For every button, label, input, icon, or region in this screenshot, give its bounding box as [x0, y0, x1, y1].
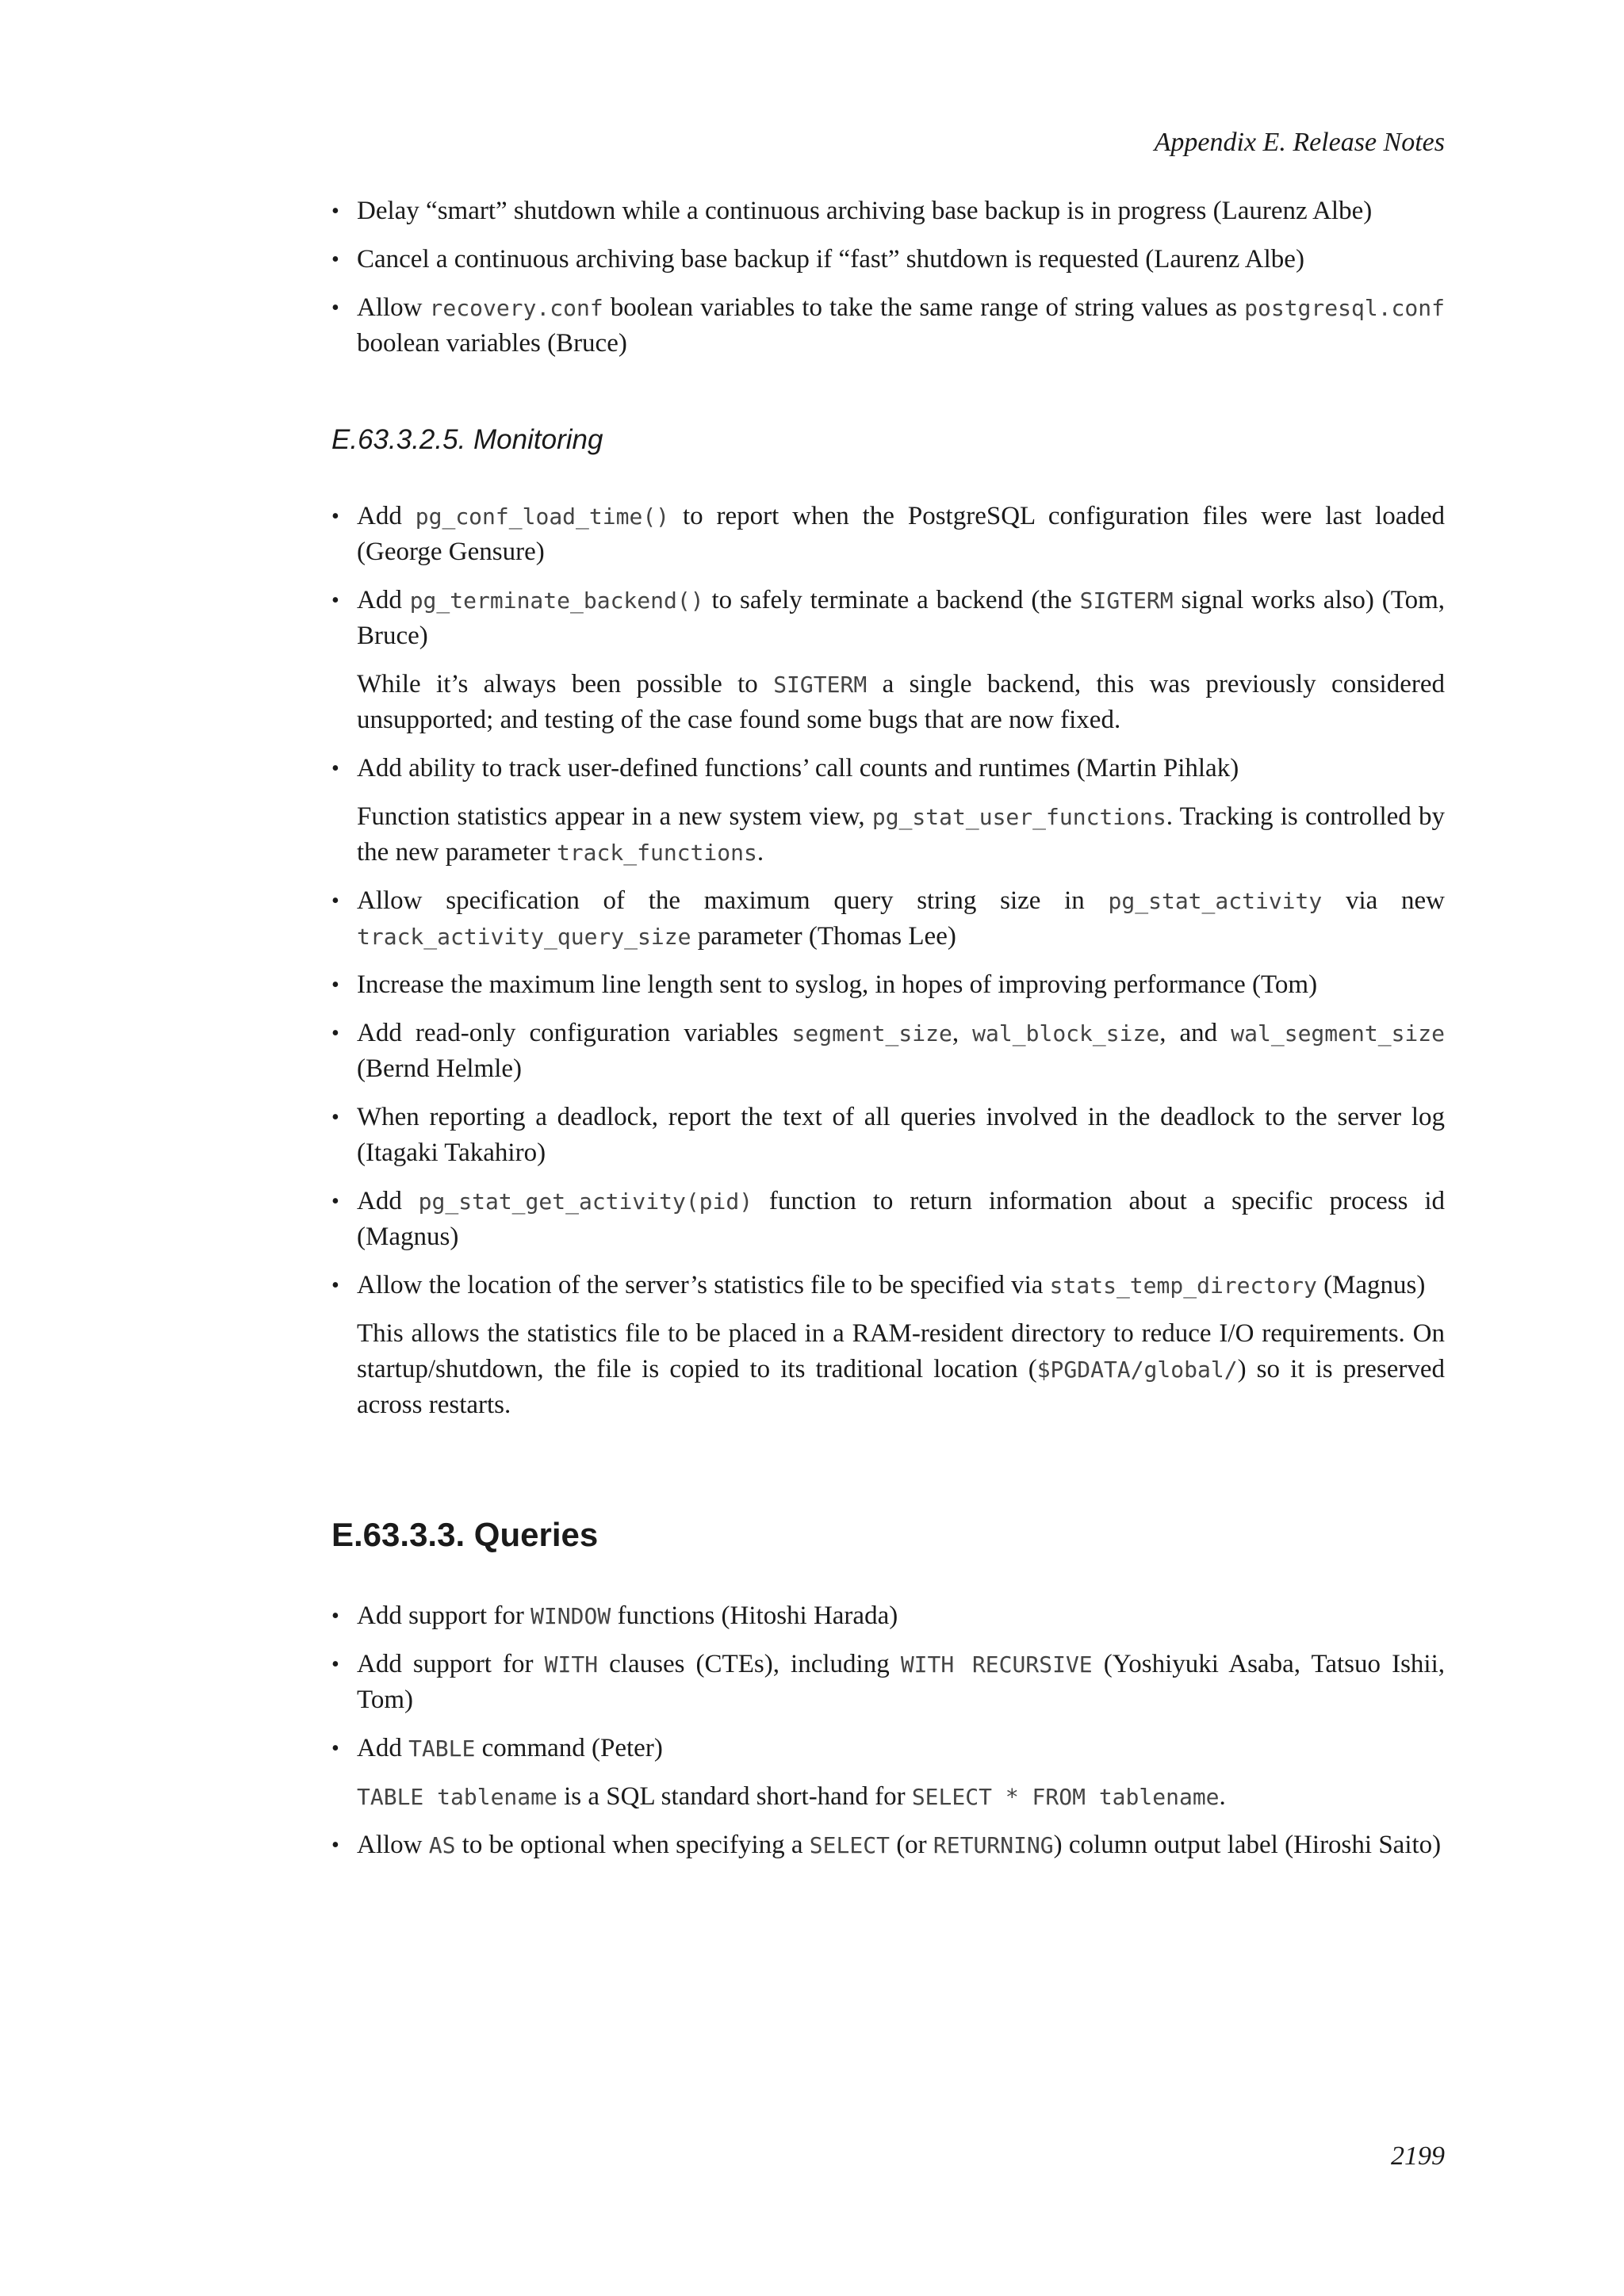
code-literal: SIGTERM	[773, 672, 868, 698]
list-item	[331, 751, 1445, 871]
item-text: Add pg_terminate_backend() to safely terminate a backend (the SIGTERM signal works also) (Tom, Bruce)	[357, 586, 1445, 650]
item-text: Allow the location of the server’s statistics file to be specified via stats_temp_directory (Magnus)	[357, 1271, 1426, 1299]
bullet-icon: •	[331, 588, 339, 613]
item-text: Add pg_stat_get_activity(pid) function to return information about a specific process id (Magnus)	[357, 1187, 1445, 1251]
code-literal: WITH RECURSIVE	[900, 1651, 1093, 1678]
item-text: Add support for WINDOW functions (Hitoshi Harada)	[357, 1601, 898, 1630]
code-literal: $PGDATA/global/	[1036, 1357, 1238, 1383]
code-literal: SELECT	[809, 1832, 890, 1858]
bullet-icon: •	[331, 1105, 339, 1130]
queries-heading: E.63.3.3. Queries	[331, 1516, 599, 1553]
bullet-icon: •	[331, 1604, 339, 1628]
code-literal: stats_temp_directory	[1049, 1272, 1317, 1299]
item-text: Add support for WITH clauses (CTEs), including WITH RECURSIVE (Yoshiyuki Asaba, Tatsuo Ishii, Tom)	[357, 1650, 1446, 1714]
item-text: Add pg_conf_load_time() to report when the PostgreSQL configuration files were last loaded (George Gensure)	[357, 502, 1445, 566]
monitoring-heading: E.63.3.2.5. Monitoring	[331, 424, 603, 455]
code-literal: SELECT * FROM tablename	[911, 1784, 1220, 1810]
code-literal: pg_conf_load_time()	[415, 503, 670, 530]
code-literal: pg_stat_activity	[1108, 888, 1323, 914]
list-item	[331, 290, 1445, 362]
code-literal: WINDOW	[530, 1603, 611, 1629]
bullet-icon: •	[331, 1021, 339, 1046]
code-literal: pg_stat_user_functions	[871, 804, 1166, 830]
bullet-icon: •	[331, 1652, 339, 1677]
code-literal: track_functions	[556, 840, 757, 866]
code-literal: track_activity_query_size	[357, 924, 691, 950]
item-note: While it’s always been possible to SIGTERM a single backend, this was previously considered unsupported; and testing of the case found some bugs that are now fixed.	[357, 670, 1445, 734]
queries-list	[331, 1598, 1445, 1863]
running-header: Appendix E. Release Notes	[1154, 128, 1445, 157]
code-literal: wal_block_size	[972, 1020, 1160, 1047]
bullet-icon: •	[331, 1189, 339, 1214]
item-note: TABLE tablename is a SQL standard short-hand for SELECT * FROM tablename.	[357, 1782, 1226, 1811]
item-text: Delay “smart” shutdown while a continuous archiving base backup is in progress (Laurenz Albe)	[357, 197, 1373, 225]
code-literal: pg_stat_get_activity(pid)	[418, 1188, 753, 1215]
item-text: Add ability to track user-defined functions’ call counts and runtimes (Martin Pihlak)	[357, 754, 1239, 783]
page-content	[331, 193, 1445, 1876]
list-item	[331, 1647, 1445, 1718]
bullet-icon: •	[331, 756, 339, 781]
list-item	[331, 1827, 1445, 1863]
item-text: Add TABLE command (Peter)	[357, 1734, 663, 1762]
bullet-icon: •	[331, 1736, 339, 1761]
item-text: Cancel a continuous archiving base backup if “fast” shutdown is requested (Laurenz Albe)	[357, 245, 1304, 274]
list-item	[331, 883, 1445, 955]
item-text: When reporting a deadlock, report the text of all queries involved in the deadlock to the server log (Itagaki Takahiro)	[357, 1103, 1445, 1167]
code-literal: WITH	[544, 1651, 599, 1678]
code-literal: recovery.conf	[429, 295, 603, 321]
page-number: 2199	[1391, 2141, 1445, 2171]
item-text: Add read-only configuration variables segment_size, wal_block_size, and wal_segment_size (Bernd Helmle)	[357, 1019, 1445, 1083]
code-literal: RETURNING	[933, 1832, 1054, 1858]
code-literal: SIGTERM	[1079, 587, 1174, 614]
code-literal: pg_terminate_backend()	[409, 587, 704, 614]
code-literal: AS	[428, 1832, 456, 1858]
bullet-icon: •	[331, 1273, 339, 1298]
bullet-icon: •	[331, 504, 339, 529]
list-item	[331, 1100, 1445, 1171]
bullet-icon: •	[331, 973, 339, 997]
code-literal: TABLE	[408, 1735, 476, 1762]
list-item	[331, 1731, 1445, 1815]
bullet-icon: •	[331, 889, 339, 913]
bullet-icon: •	[331, 1833, 339, 1858]
list-item	[331, 193, 1445, 229]
code-literal: postgresql.conf	[1244, 295, 1445, 321]
item-text: Allow recovery.conf boolean variables to take the same range of string values as postgresql.conf boolean variables (Bruce)	[357, 293, 1445, 358]
list-item	[331, 583, 1445, 738]
item-note: This allows the statistics file to be placed in a RAM-resident directory to reduce I/O requirements. On startup/shutdown, the file is copied to its traditional location ($PGDATA/global/) so it is preserved across restarts.	[357, 1319, 1445, 1419]
list-item	[331, 499, 1445, 570]
monitoring-list	[331, 499, 1445, 1423]
item-text: Allow specification of the maximum query string size in pg_stat_activity via new track_activity_query_size parameter (Thomas Lee)	[357, 886, 1445, 951]
bullet-icon: •	[331, 247, 339, 272]
list-item	[331, 1016, 1445, 1087]
item-note: Function statistics appear in a new system view, pg_stat_user_functions. Tracking is controlled by the new parameter track_functions.	[357, 802, 1445, 867]
code-literal: segment_size	[791, 1020, 952, 1047]
code-literal: wal_segment_size	[1231, 1020, 1445, 1047]
code-literal: TABLE tablename	[357, 1784, 557, 1810]
list-item	[331, 1268, 1445, 1423]
bullet-icon: •	[331, 296, 339, 320]
list-item	[331, 242, 1445, 277]
list-item	[331, 1598, 1445, 1634]
list-item	[331, 967, 1445, 1003]
bullet-icon: •	[331, 199, 339, 224]
intro-list	[331, 193, 1445, 362]
item-text: Increase the maximum line length sent to syslog, in hopes of improving performance (Tom)	[357, 970, 1318, 999]
list-item	[331, 1184, 1445, 1255]
item-text: Allow AS to be optional when specifying a SELECT (or RETURNING) column output label (Hiroshi Saito)	[357, 1831, 1442, 1859]
